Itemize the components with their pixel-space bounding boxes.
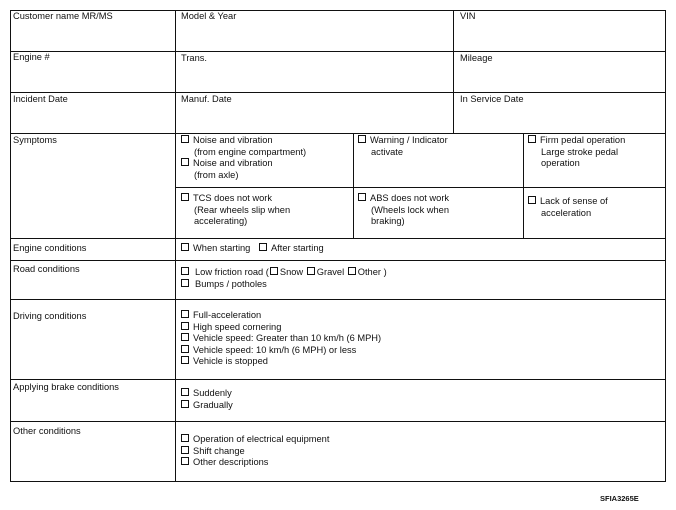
checkbox[interactable] (181, 356, 189, 364)
symptom-text: activate (371, 146, 404, 157)
column-divider (523, 133, 524, 238)
checkbox[interactable] (181, 457, 189, 465)
checkbox[interactable] (528, 135, 536, 143)
row-divider (11, 299, 665, 300)
mileage-label: Mileage (460, 53, 493, 63)
worksheet-table (10, 10, 666, 482)
option-vehicle-stopped: Vehicle is stopped (193, 356, 268, 367)
option-speed-less: Vehicle speed: 10 km/h (6 MPH) or less (193, 344, 357, 355)
option-other-descriptions: Other descriptions (193, 457, 269, 468)
figure-code: SFIA3265E (600, 494, 639, 503)
symptom-text: (from axle) (194, 169, 239, 180)
checkbox[interactable] (181, 267, 189, 275)
checkbox[interactable] (528, 196, 536, 204)
checkbox[interactable] (181, 446, 189, 454)
option-bumps: Bumps / potholes (195, 278, 267, 289)
other-conditions-label: Other conditions (13, 426, 81, 436)
option-gradually: Gradually (193, 399, 233, 410)
transmission-label: Trans. (181, 53, 208, 63)
row-divider (175, 187, 665, 188)
checkbox[interactable] (307, 267, 315, 275)
checkbox[interactable] (270, 267, 278, 275)
checkbox[interactable] (181, 279, 189, 287)
row-divider (11, 92, 665, 93)
checkbox[interactable] (181, 310, 189, 318)
engine-conditions-label: Engine conditions (13, 243, 87, 253)
checkbox[interactable] (259, 243, 267, 251)
symptom-text: (from engine compartment) (194, 146, 307, 157)
option-shift-change: Shift change (193, 445, 245, 456)
row-divider (11, 379, 665, 380)
row-divider (11, 260, 665, 261)
road-conditions-options (181, 267, 387, 290)
symptom-text: Firm pedal operation (540, 135, 626, 145)
option-speed-greater: Vehicle speed: Greater than 10 km/h (6 MPH) (193, 333, 382, 344)
driving-conditions-label: Driving conditions (13, 311, 87, 321)
symptom-text: Noise and vibration (193, 135, 273, 145)
symptom-text: (Rear wheels slip when (194, 204, 291, 215)
checkbox[interactable] (348, 267, 356, 275)
column-divider (175, 11, 176, 481)
engine-number-label: Engine # (13, 52, 50, 62)
symptom-text: Warning / Indicator (370, 135, 448, 145)
checkbox[interactable] (181, 345, 189, 353)
checkbox[interactable] (358, 193, 366, 201)
checkbox[interactable] (181, 388, 189, 396)
checkbox[interactable] (181, 243, 189, 251)
other-conditions-options (181, 434, 329, 469)
checkbox[interactable] (181, 333, 189, 341)
symptom-text: ABS does not work (370, 193, 450, 203)
symptom-noise-engine (181, 135, 306, 181)
symptom-text: TCS does not work (193, 193, 273, 203)
option-low-friction: Low friction road ( (195, 267, 269, 277)
option-full-acceleration: Full-acceleration (193, 310, 262, 320)
row-divider (11, 238, 665, 239)
option-gravel: Gravel (316, 267, 345, 277)
symptoms-label: Symptoms (13, 135, 57, 145)
column-divider (453, 11, 454, 133)
symptom-text: accelerating) (194, 216, 248, 227)
symptom-warning-indicator (358, 135, 448, 158)
option-when-starting: When starting (193, 243, 251, 253)
checkbox[interactable] (358, 135, 366, 143)
option-suddenly: Suddenly (193, 388, 232, 398)
road-conditions-label: Road conditions (13, 264, 80, 274)
row-divider (11, 133, 665, 134)
row-divider (11, 51, 665, 52)
column-divider (353, 133, 354, 238)
checkbox[interactable] (181, 158, 189, 166)
symptom-firm-pedal (528, 135, 625, 170)
in-service-date-label: In Service Date (460, 94, 524, 104)
symptom-abs (358, 193, 449, 228)
vin-label: VIN (460, 11, 476, 21)
option-after-starting: After starting (270, 243, 324, 253)
symptom-text: acceleration (541, 207, 592, 218)
brake-conditions-label: Applying brake conditions (13, 382, 119, 392)
checkbox[interactable] (181, 135, 189, 143)
symptom-text: operation (541, 158, 580, 169)
checkbox[interactable] (181, 400, 189, 408)
symptom-text: Large stroke pedal (541, 146, 619, 157)
customer-name-label: Customer name MR/MS (13, 11, 113, 21)
option-snow: Snow (279, 267, 304, 277)
row-divider (11, 421, 665, 422)
checkbox[interactable] (181, 193, 189, 201)
symptom-text: Noise and vibration (193, 158, 273, 169)
model-year-label: Model & Year (181, 11, 237, 21)
symptom-text: Lack of sense of (540, 196, 608, 206)
driving-conditions-options (181, 310, 381, 368)
checkbox[interactable] (181, 434, 189, 442)
option-electrical-equipment: Operation of electrical equipment (193, 434, 330, 444)
symptom-text: (Wheels lock when (371, 204, 450, 215)
option-other: Other ) (357, 267, 387, 277)
checkbox[interactable] (181, 322, 189, 330)
brake-conditions-options (181, 388, 233, 411)
option-high-speed-cornering: High speed cornering (193, 321, 282, 332)
incident-date-label: Incident Date (13, 94, 68, 104)
engine-conditions-options (181, 243, 324, 255)
symptom-text: braking) (371, 216, 405, 227)
symptom-lack-acceleration (528, 196, 608, 219)
symptom-tcs (181, 193, 290, 228)
manuf-date-label: Manuf. Date (181, 94, 232, 104)
